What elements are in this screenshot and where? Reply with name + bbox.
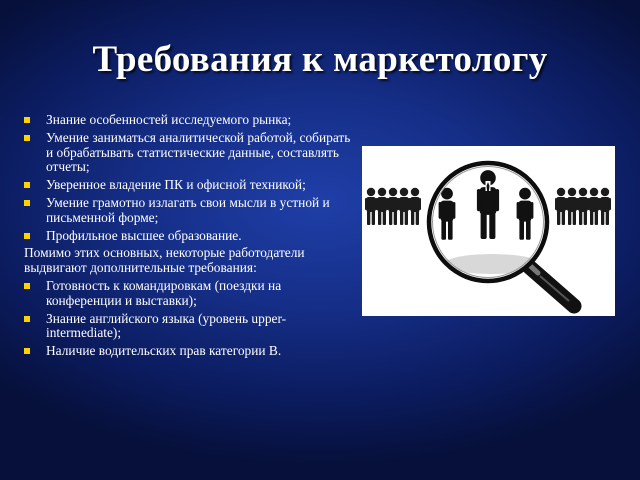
square-bullet-icon bbox=[24, 283, 30, 289]
list-item bbox=[24, 131, 354, 175]
magnifier-lens bbox=[429, 163, 547, 281]
list-item-text: Уверенное владение ПК и офисной техникой; bbox=[46, 177, 306, 193]
people-row-left bbox=[365, 188, 421, 225]
slide-title: Требования к маркетологу bbox=[92, 39, 548, 80]
square-bullet-icon bbox=[24, 117, 30, 123]
list-item-text: Умение заниматься аналитической работой, собирать и обрабатывать статистические данные, составлять отчеты; bbox=[46, 129, 351, 175]
square-bullet-icon bbox=[24, 135, 30, 141]
list-item-text: Готовность к командировкам (поездки на конференции и выставки); bbox=[46, 277, 282, 308]
list-item bbox=[24, 229, 354, 244]
people-row-right bbox=[555, 188, 611, 225]
list-item bbox=[24, 344, 354, 359]
list-item-text: Профильное высшее образование. bbox=[46, 227, 242, 243]
list-item-text: Умение грамотно излагать свои мысли в устной и письменной форме; bbox=[46, 194, 330, 225]
square-bullet-icon bbox=[24, 348, 30, 354]
list-item-text: Наличие водительских прав категории В. bbox=[46, 343, 282, 359]
list-item bbox=[24, 178, 354, 193]
list-item bbox=[24, 312, 354, 342]
square-bullet-icon bbox=[24, 182, 30, 188]
list-item-text: Знание особенностей исследуемого рынка; bbox=[46, 112, 292, 127]
list-item bbox=[24, 113, 354, 128]
list-item-text: Знание английского языка (уровень upper-intermediate); bbox=[46, 310, 287, 341]
magnifier-people-icon bbox=[362, 146, 615, 316]
main-requirements-list bbox=[24, 113, 354, 243]
list-item bbox=[24, 279, 354, 309]
list-item bbox=[24, 196, 354, 226]
square-bullet-icon bbox=[24, 316, 30, 322]
extra-requirements-list bbox=[24, 279, 354, 359]
magnifier-handle bbox=[524, 260, 574, 306]
square-bullet-icon bbox=[24, 200, 30, 206]
magnifier-people-illustration bbox=[362, 146, 615, 316]
square-bullet-icon bbox=[24, 233, 30, 239]
slide-content bbox=[24, 113, 354, 362]
additional-requirements-intro: Помимо этих основных, некоторые работодатели выдвигают дополнительные требования: bbox=[24, 245, 305, 276]
